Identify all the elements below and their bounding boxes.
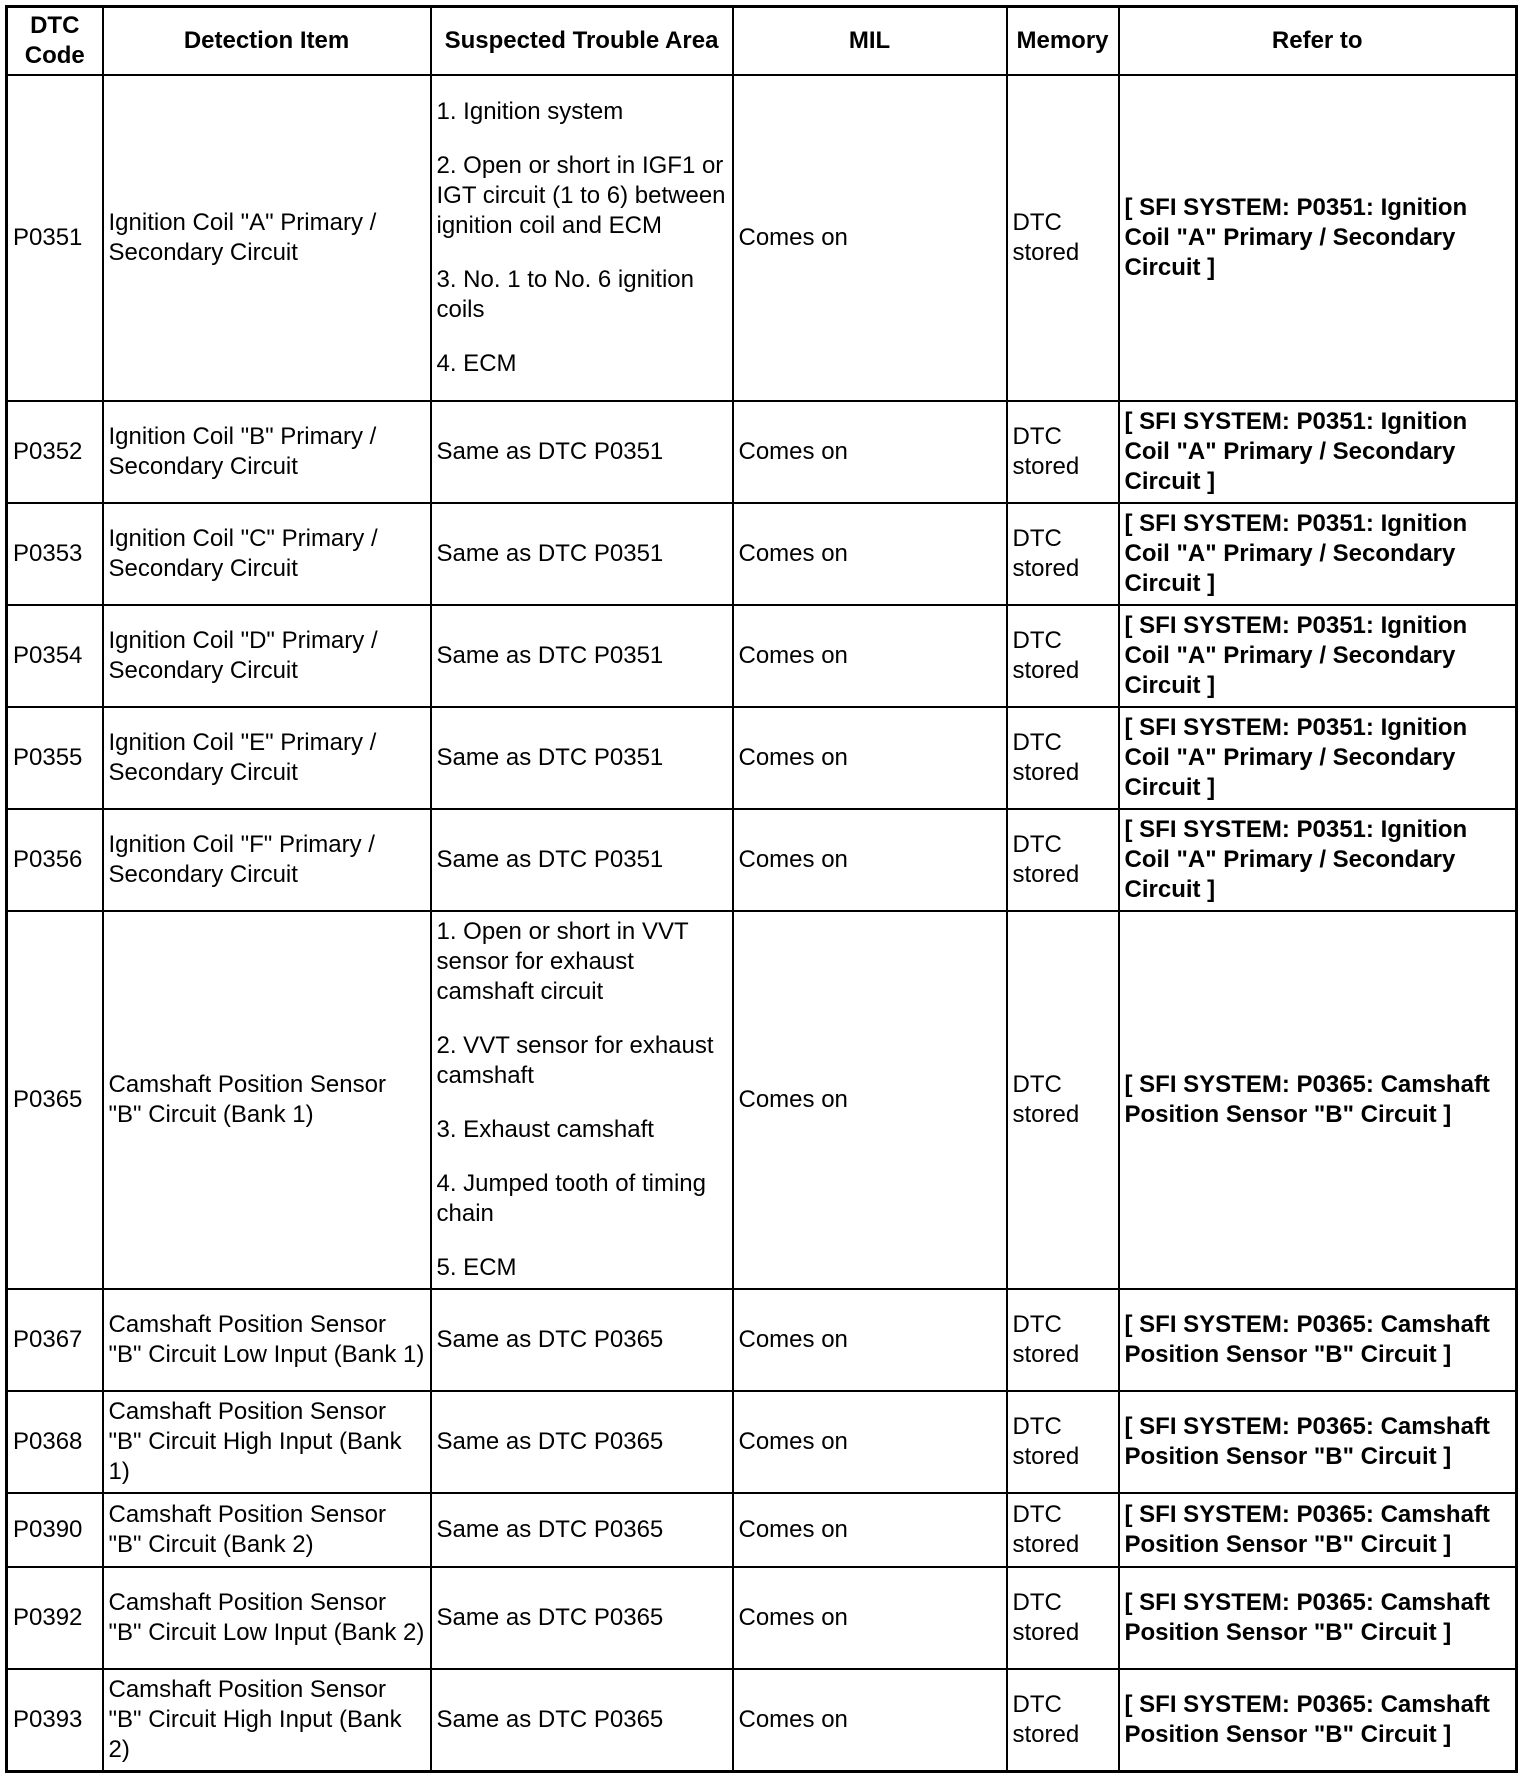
refer-to-cell: [ SFI SYSTEM: P0351: Ignition Coil "A" Primary / Secondary Circuit ]	[1119, 809, 1517, 911]
detection-item-cell: Ignition Coil "F" Primary / Secondary Circuit	[103, 809, 431, 911]
suspected-trouble-area-cell: Same as DTC P0351	[431, 707, 733, 809]
mil-cell: Comes on	[733, 1493, 1007, 1567]
mil-cell: Comes on	[733, 1289, 1007, 1391]
dtc-table	[5, 5, 1518, 1773]
refer-to-cell: [ SFI SYSTEM: P0365: Camshaft Position Sensor "B" Circuit ]	[1119, 1669, 1517, 1772]
dtc-code-cell: P0352	[7, 401, 103, 503]
dtc-code-cell: P0368	[7, 1391, 103, 1493]
memory-cell: DTC stored	[1007, 605, 1119, 707]
suspected-trouble-area-cell: Same as DTC P0351	[431, 605, 733, 707]
suspected-trouble-area-cell: Same as DTC P0365	[431, 1567, 733, 1669]
memory-cell: DTC stored	[1007, 809, 1119, 911]
trouble-area-line: 3. No. 1 to No. 6 ignition coils	[436, 266, 694, 323]
mil-cell: Comes on	[733, 1391, 1007, 1493]
trouble-area-line: 1. Ignition system	[436, 98, 624, 125]
detection-item-cell: Ignition Coil "C" Primary / Secondary Circuit	[103, 503, 431, 605]
detection-item-cell: Camshaft Position Sensor "B" Circuit (Bank 1)	[103, 911, 431, 1289]
refer-to-cell: [ SFI SYSTEM: P0365: Camshaft Position Sensor "B" Circuit ]	[1119, 1391, 1517, 1493]
header-dtc-code: DTC Code	[7, 7, 103, 76]
mil-cell: Comes on	[733, 707, 1007, 809]
detection-item-cell: Camshaft Position Sensor "B" Circuit Low Input (Bank 1)	[103, 1289, 431, 1391]
mil-cell: Comes on	[733, 75, 1007, 401]
table-row	[7, 401, 1517, 503]
suspected-trouble-area-cell: Same as DTC P0365	[431, 1669, 733, 1772]
table-row	[7, 1567, 1517, 1669]
header-detection-item: Detection Item	[103, 7, 431, 76]
suspected-trouble-area-cell: Same as DTC P0365	[431, 1289, 733, 1391]
memory-cell: DTC stored	[1007, 1669, 1119, 1772]
trouble-area-line: 1. Open or short in VVT sensor for exhaust camshaft circuit	[436, 918, 689, 1005]
memory-cell: DTC stored	[1007, 1493, 1119, 1567]
mil-cell: Comes on	[733, 911, 1007, 1289]
detection-item-cell: Camshaft Position Sensor "B" Circuit (Bank 2)	[103, 1493, 431, 1567]
dtc-code-cell: P0353	[7, 503, 103, 605]
memory-cell: DTC stored	[1007, 1567, 1119, 1669]
refer-to-cell: [ SFI SYSTEM: P0365: Camshaft Position Sensor "B" Circuit ]	[1119, 911, 1517, 1289]
detection-item-cell: Camshaft Position Sensor "B" Circuit Low Input (Bank 2)	[103, 1567, 431, 1669]
dtc-code-cell: P0365	[7, 911, 103, 1289]
table-row	[7, 911, 1517, 1289]
refer-to-cell: [ SFI SYSTEM: P0365: Camshaft Position Sensor "B" Circuit ]	[1119, 1289, 1517, 1391]
trouble-area-line: 5. ECM	[436, 1254, 517, 1281]
table-row	[7, 1493, 1517, 1567]
dtc-code-cell: P0392	[7, 1567, 103, 1669]
refer-to-cell: [ SFI SYSTEM: P0351: Ignition Coil "A" Primary / Secondary Circuit ]	[1119, 503, 1517, 605]
table-row	[7, 75, 1517, 401]
refer-to-cell: [ SFI SYSTEM: P0365: Camshaft Position Sensor "B" Circuit ]	[1119, 1567, 1517, 1669]
header-memory: Memory	[1007, 7, 1119, 76]
memory-cell: DTC stored	[1007, 911, 1119, 1289]
header-row	[7, 7, 1517, 76]
memory-cell: DTC stored	[1007, 1391, 1119, 1493]
dtc-code-cell: P0354	[7, 605, 103, 707]
detection-item-cell: Camshaft Position Sensor "B" Circuit High Input (Bank 1)	[103, 1391, 431, 1493]
mil-cell: Comes on	[733, 401, 1007, 503]
table-row	[7, 1391, 1517, 1493]
dtc-code-cell: P0351	[7, 75, 103, 401]
suspected-trouble-area-cell: Same as DTC P0365	[431, 1391, 733, 1493]
memory-cell: DTC stored	[1007, 707, 1119, 809]
dtc-code-cell: P0355	[7, 707, 103, 809]
mil-cell: Comes on	[733, 1669, 1007, 1772]
detection-item-cell: Ignition Coil "D" Primary / Secondary Circuit	[103, 605, 431, 707]
dtc-code-cell: P0393	[7, 1669, 103, 1772]
refer-to-cell: [ SFI SYSTEM: P0351: Ignition Coil "A" Primary / Secondary Circuit ]	[1119, 75, 1517, 401]
dtc-code-cell: P0390	[7, 1493, 103, 1567]
table-row	[7, 809, 1517, 911]
detection-item-cell: Ignition Coil "E" Primary / Secondary Circuit	[103, 707, 431, 809]
mil-cell: Comes on	[733, 503, 1007, 605]
table-row	[7, 605, 1517, 707]
suspected-trouble-area-cell	[431, 911, 733, 1289]
suspected-trouble-area-cell	[431, 75, 733, 401]
memory-cell: DTC stored	[1007, 1289, 1119, 1391]
trouble-area-line: 2. VVT sensor for exhaust camshaft	[436, 1032, 714, 1089]
refer-to-cell: [ SFI SYSTEM: P0351: Ignition Coil "A" Primary / Secondary Circuit ]	[1119, 707, 1517, 809]
mil-cell: Comes on	[733, 809, 1007, 911]
detection-item-cell: Camshaft Position Sensor "B" Circuit High Input (Bank 2)	[103, 1669, 431, 1772]
detection-item-cell: Ignition Coil "B" Primary / Secondary Circuit	[103, 401, 431, 503]
table-row	[7, 707, 1517, 809]
suspected-trouble-area-cell: Same as DTC P0365	[431, 1493, 733, 1567]
suspected-trouble-area-cell: Same as DTC P0351	[431, 503, 733, 605]
dtc-code-cell: P0356	[7, 809, 103, 911]
header-suspected-trouble-area: Suspected Trouble Area	[431, 7, 733, 76]
memory-cell: DTC stored	[1007, 503, 1119, 605]
suspected-trouble-area-cell: Same as DTC P0351	[431, 809, 733, 911]
document-sheet	[5, 5, 1518, 1773]
header-refer-to: Refer to	[1119, 7, 1517, 76]
mil-cell: Comes on	[733, 1567, 1007, 1669]
dtc-code-cell: P0367	[7, 1289, 103, 1391]
suspected-trouble-area-cell: Same as DTC P0351	[431, 401, 733, 503]
table-row	[7, 1669, 1517, 1772]
trouble-area-line: 4. Jumped tooth of timing chain	[436, 1170, 706, 1227]
refer-to-cell: [ SFI SYSTEM: P0365: Camshaft Position Sensor "B" Circuit ]	[1119, 1493, 1517, 1567]
memory-cell: DTC stored	[1007, 75, 1119, 401]
table-row	[7, 1289, 1517, 1391]
header-mil: MIL	[733, 7, 1007, 76]
trouble-area-line: 2. Open or short in IGF1 or IGT circuit (1 to 6) between ignition coil and ECM	[436, 152, 726, 239]
detection-item-cell: Ignition Coil "A" Primary / Secondary Circuit	[103, 75, 431, 401]
mil-cell: Comes on	[733, 605, 1007, 707]
trouble-area-line: 4. ECM	[436, 350, 517, 377]
table-row	[7, 503, 1517, 605]
trouble-area-line: 3. Exhaust camshaft	[436, 1116, 654, 1143]
refer-to-cell: [ SFI SYSTEM: P0351: Ignition Coil "A" Primary / Secondary Circuit ]	[1119, 401, 1517, 503]
memory-cell: DTC stored	[1007, 401, 1119, 503]
refer-to-cell: [ SFI SYSTEM: P0351: Ignition Coil "A" Primary / Secondary Circuit ]	[1119, 605, 1517, 707]
